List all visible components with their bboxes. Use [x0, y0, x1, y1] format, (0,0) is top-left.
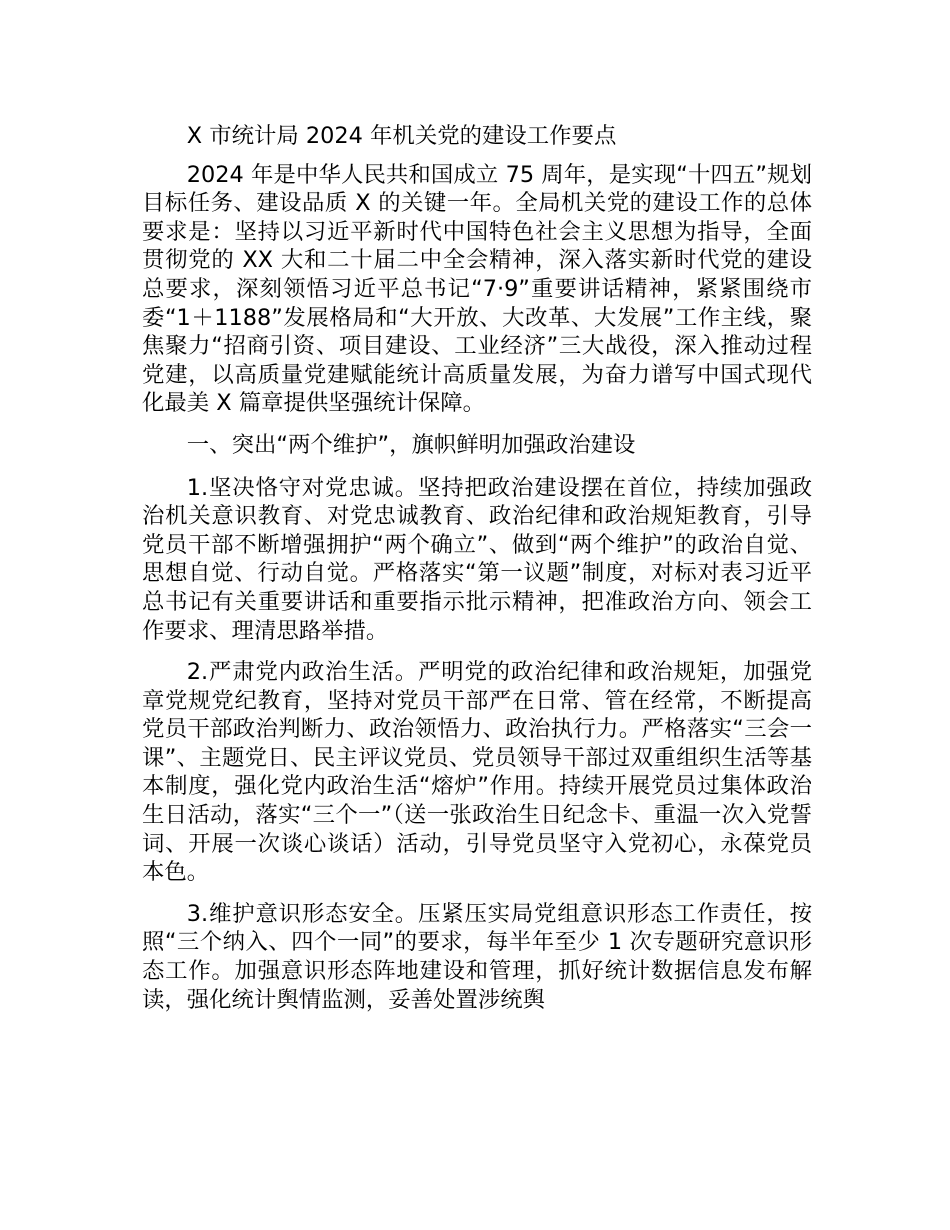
document-page — [142, 122, 812, 1027]
intro-paragraph: 2024 年是中华人民共和国成立 75 周年，是实现“十四五”规划目标任务、建设品质 X 的关键一年。全局机关党的建设工作的总体要求是：坚持以习近平新时代中国特色社会主义思想为指导，全面贯彻党的 XX 大和二十届二中全会精神，深入落实新时代党的建设总要求，深刻领悟习近平总书记“7·9”重要讲话精神，紧紧围绕市委“1＋1188”发展格局和“大开放、大改革、大发展”工作主线，聚焦聚力“招商引资、项目建设、工业经济”三大战役，深入推动过程党建，以高质量党建赋能统计高质量发展，为奋力谱写中国式现代化最美 X 篇章提供坚强统计保障。 — [142, 161, 812, 417]
item-paragraph-2: 2.严肃党内政治生活。严明党的政治纪律和政治规矩，加强党章党规党纪教育，坚持对党员干部严在日常、管在经常，不断提高党员干部政治判断力、政治领悟力、政治执行力。严格落实“三会一课”、主题党日、民主评议党员、党员领导干部过双重组织生活等基本制度，强化党内政治生活“熔炉”作用。持续开展党员过集体政治生日活动，落实“三个一”（送一张政治生日纪念卡、重温一次入党誓词、开展一次谈心谈话）活动，引导党员坚守入党初心，永葆党员本色。 — [142, 659, 812, 886]
item-paragraph-3: 3.维护意识形态安全。压紧压实局党组意识形态工作责任，按照“三个纳入、四个一同”的要求，每半年至少 1 次专题研究意识形态工作。加强意识形态阵地建设和管理，抓好统计数据信息发布解读，强化统计舆情监测，妥善处置涉统舆 — [142, 900, 812, 1013]
section-heading-1: 一、突出“两个维护”，旗帜鲜明加强政治建设 — [186, 431, 636, 458]
document-title: X 市统计局 2024 年机关党的建设工作要点 — [186, 123, 617, 149]
item-paragraph-1: 1.坚决恪守对党忠诚。坚持把政治建设摆在首位，持续加强政治机关意识教育、对党忠诚教育、政治纪律和政治规矩教育，引导党员干部不断增强拥护“两个确立”、做到“两个维护”的政治自觉、思想自觉、行动自觉。严格落实“第一议题”制度，对标对表习近平总书记有关重要讲话和重要指示批示精神，把准政治方向、领会工作要求、理清思路举措。 — [142, 474, 812, 644]
